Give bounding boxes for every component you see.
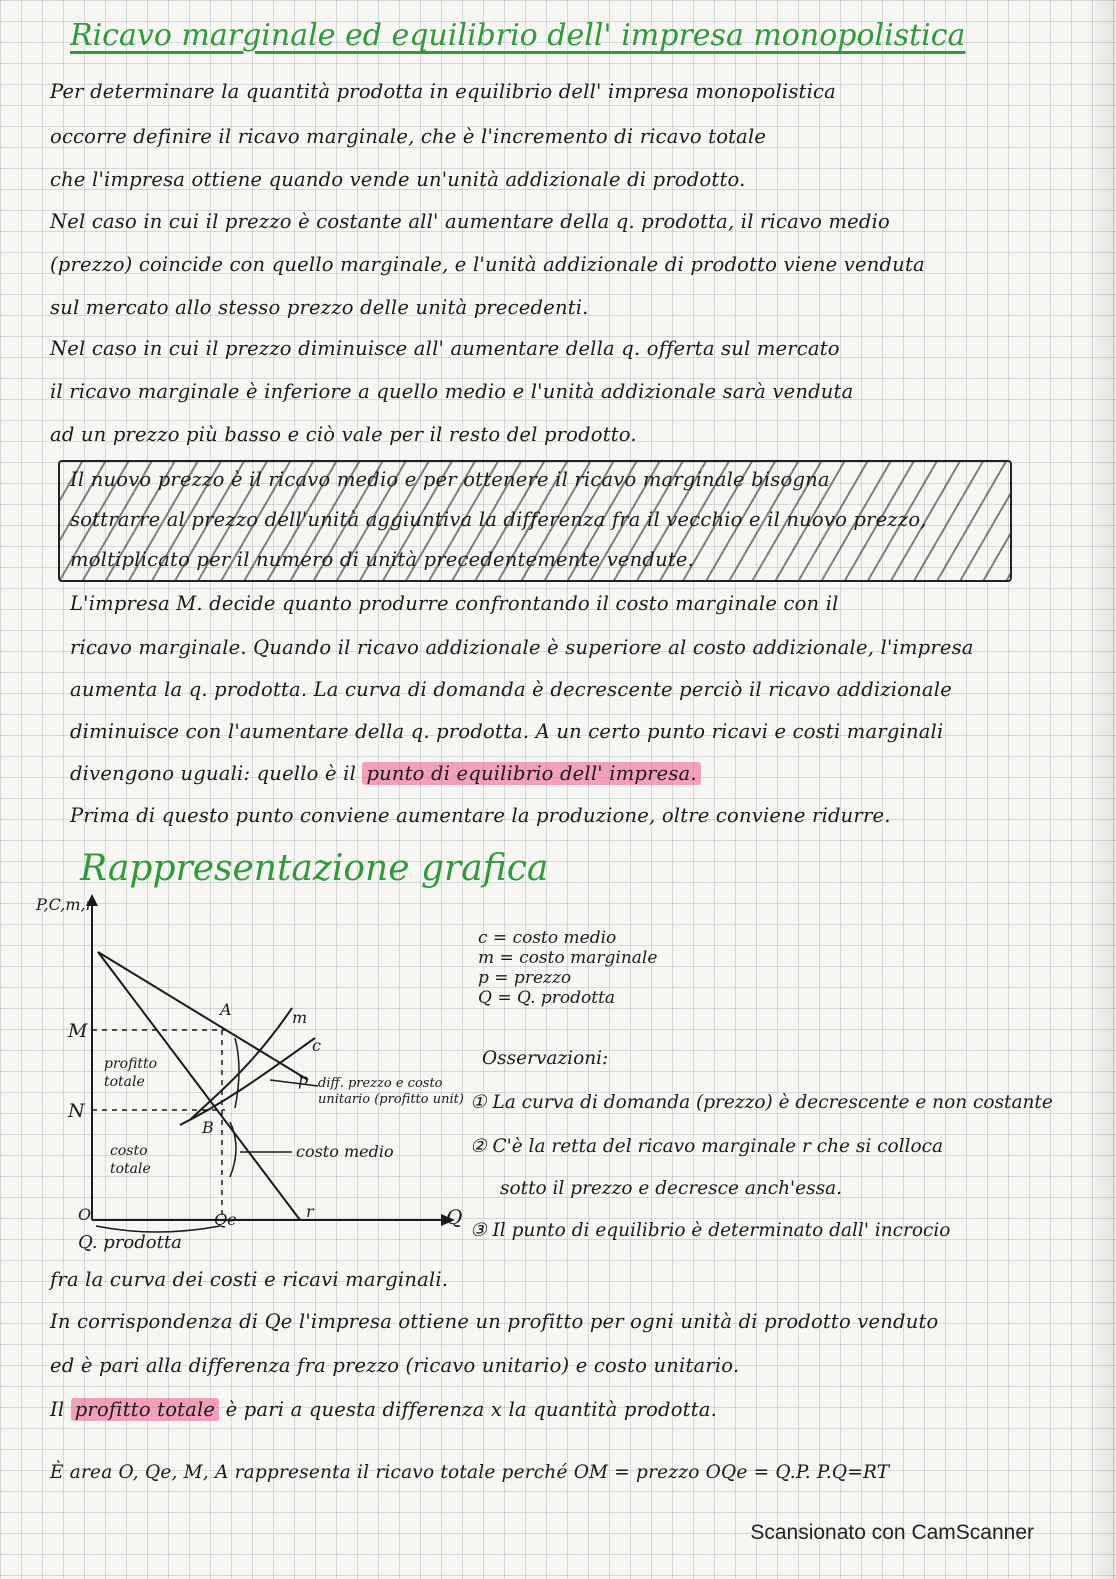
scanner-watermark: Scansionato con CamScanner — [750, 1521, 1034, 1544]
label-line: totale — [104, 1074, 145, 1090]
text-line: Nel caso in cui il prezzo è costante all' aumentare della q. prodotta, il ricavo medio — [50, 210, 890, 233]
observations-title: Osservazioni: — [482, 1048, 609, 1069]
label-line: profitto — [104, 1056, 158, 1072]
label-line: unitario (profitto unit) — [318, 1092, 464, 1107]
text-line: che l'impresa ottiene quando vende un'unità addizionale di prodotto. — [50, 168, 746, 191]
text-line: È area O, Qe, M, A rappresenta il ricavo totale perché OM = prezzo OQe = Q.P. P.Q=RT — [50, 1462, 890, 1483]
observation: ② C'è la retta del ricavo marginale r che si colloca — [470, 1136, 943, 1157]
page-title: Ricavo marginale ed equilibrio dell' impresa monopolistica — [70, 18, 966, 53]
monopoly-graph — [30, 890, 470, 1250]
legend-line: m = costo marginale — [478, 948, 658, 968]
marginal-cost-curve — [190, 1008, 292, 1120]
label-N: N — [68, 1100, 85, 1122]
y-axis-label: P,C,m,r — [36, 895, 94, 914]
label-line: costo — [110, 1143, 148, 1159]
text-line: occorre definire il ricavo marginale, che è l'incremento di ricavo totale — [50, 125, 767, 148]
diff-pointer — [270, 1080, 318, 1086]
text-span: divengono uguali: quello è il — [70, 762, 363, 785]
text-line: In corrispondenza di Qe l'impresa ottiene un profitto per ogni unità di prodotto venduto — [50, 1310, 939, 1333]
label-m: m — [292, 1008, 308, 1027]
text-line — [50, 1398, 717, 1421]
highlighted-text: punto di equilibrio dell' impresa. — [362, 762, 700, 785]
struck-out-paragraph — [58, 460, 1012, 582]
text-line: ed è pari alla differenza fra prezzo (ricavo unitario) e costo unitario. — [50, 1354, 740, 1377]
struck-line: sottrarre al prezzo dell'unità aggiuntiva la differenza fra il vecchio e il nuovo prezzo, — [70, 508, 927, 531]
label-line: totale — [110, 1161, 151, 1177]
legend-line: p = prezzo — [478, 968, 572, 988]
x-axis-label: Q — [446, 1205, 463, 1229]
label-c: c — [312, 1036, 321, 1055]
text-line: Per determinare la quantità prodotta in equilibrio dell' impresa monopolistica — [50, 80, 836, 103]
text-line: diminuisce con l'aumentare della q. prodotta. A un certo punto ricavi e costi marginali — [70, 720, 944, 743]
label-qty: Q. prodotta — [78, 1232, 182, 1253]
text-line — [70, 762, 701, 785]
label-cost-total — [110, 1142, 151, 1178]
label-line: diff. prezzo e costo — [318, 1076, 443, 1091]
text-span: è pari a questa differenza x la quantità prodotta. — [225, 1398, 717, 1421]
label-M: M — [68, 1020, 88, 1042]
label-A: A — [220, 1000, 232, 1019]
observation: ① La curva di domanda (prezzo) è decrescente e non costante — [470, 1092, 1053, 1113]
text-line: ad un prezzo più basso e ciò vale per il resto del prodotto. — [50, 423, 637, 446]
text-line: Nel caso in cui il prezzo diminuisce all' aumentare della q. offerta sul mercato — [50, 337, 840, 360]
text-line: sul mercato allo stesso prezzo delle unità precedenti. — [50, 296, 589, 319]
label-diff — [318, 1076, 464, 1108]
label-avg-cost: costo medio — [296, 1142, 394, 1161]
observation: ③ Il punto di equilibrio è determinato dall' incrocio — [470, 1220, 951, 1241]
text-span: Il — [50, 1398, 65, 1421]
highlighted-text: profitto totale — [71, 1398, 219, 1421]
text-line: L'impresa M. decide quanto produrre confrontando il costo marginale con il — [70, 592, 839, 615]
average-cost-curve — [180, 1038, 315, 1125]
text-line: ricavo marginale. Quando il ricavo addizionale è superiore al costo addizionale, l'impresa — [70, 636, 974, 659]
cost-brace — [230, 1122, 236, 1177]
text-line: fra la curva dei costi e ricavi marginali. — [50, 1268, 449, 1291]
origin-label: O — [78, 1205, 92, 1224]
legend-line: c = costo medio — [478, 928, 617, 948]
label-p: p — [298, 1070, 309, 1089]
label-qe: Qe — [214, 1210, 237, 1229]
text-line: Prima di questo punto conviene aumentare la produzione, oltre conviene ridurre. — [70, 804, 891, 827]
struck-line: moltiplicato per il numero di unità precedentemente vendute. — [70, 548, 695, 571]
section-subtitle: Rappresentazione grafica — [80, 848, 549, 889]
label-B: B — [202, 1118, 214, 1137]
label-r: r — [306, 1202, 314, 1221]
page-edge — [1086, 0, 1116, 1579]
struck-line: Il nuovo prezzo è il ricavo medio e per ottenere il ricavo marginale bisogna — [70, 468, 830, 491]
text-line: aumenta la q. prodotta. La curva di domanda è decrescente perciò il ricavo addizionale — [70, 678, 952, 701]
legend-line: Q = Q. prodotta — [478, 988, 616, 1008]
profit-brace — [235, 1038, 239, 1108]
text-line: il ricavo marginale è inferiore a quello medio e l'unità addizionale sarà venduta — [50, 380, 854, 403]
observation: sotto il prezzo e decresce anch'essa. — [500, 1178, 842, 1199]
label-profit-total — [104, 1055, 157, 1091]
text-line: (prezzo) coincide con quello marginale, e l'unità addizionale di prodotto viene venduta — [50, 253, 925, 276]
